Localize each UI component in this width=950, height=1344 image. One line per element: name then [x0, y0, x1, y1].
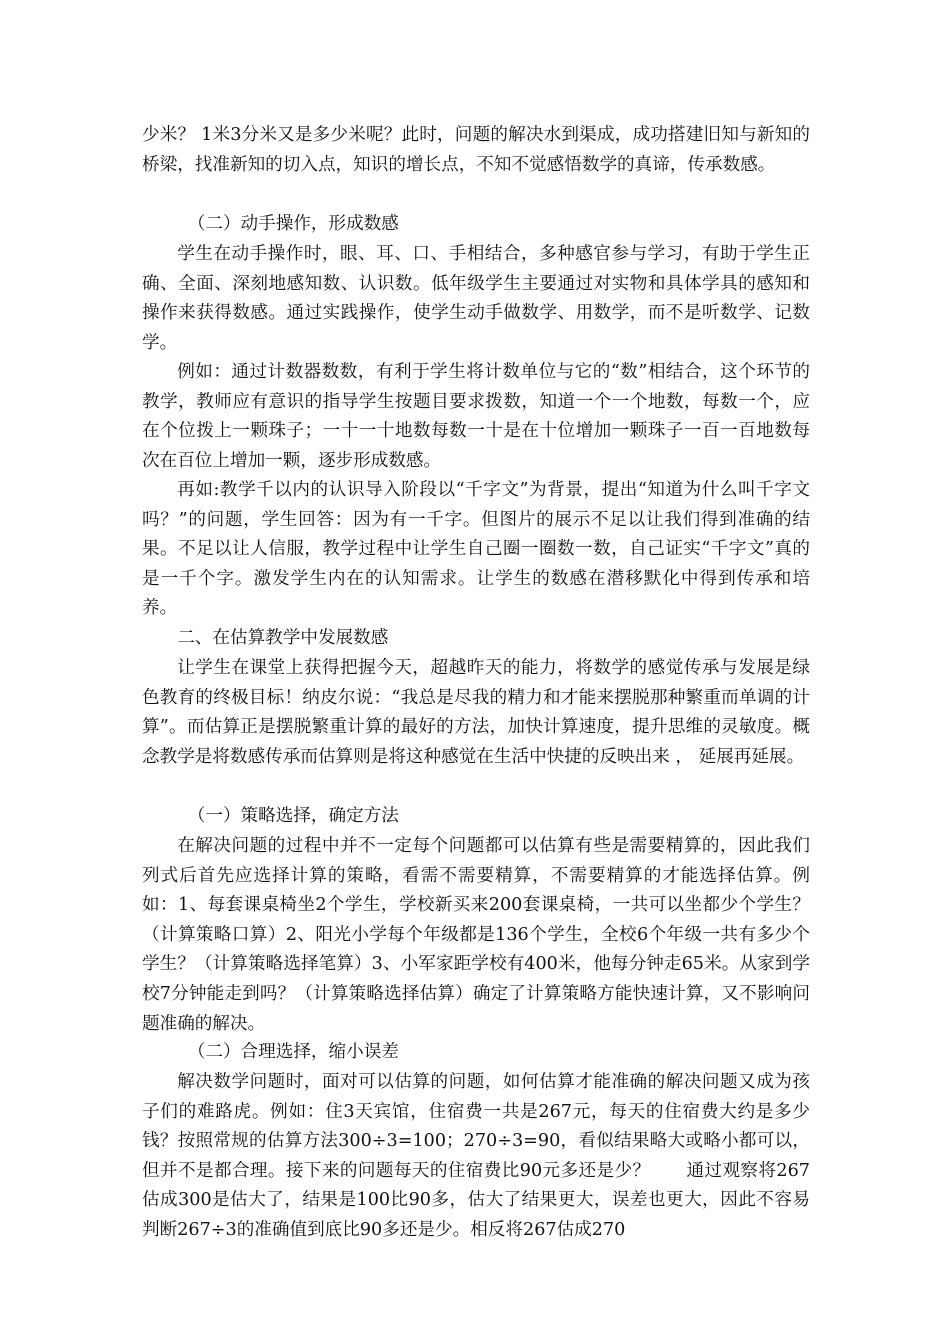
chapter-heading-estimation: 二、在估算教学中发展数感: [177, 628, 389, 648]
paragraph-reasonable-choice: 解决数学问题时，面对可以估算的问题，如何估算才能准确的解决问题又成为孩子们的难路虎。例如：住3天宾馆，住宿费一共是267元，每天的住宿费大约是多少钱？按照常规的估算方法300÷3=100；270÷3=90，看似结果略大或略小都可以，但并不是都合理。接下来的问题每天的住宿费比90元多还是少？ 通过观察将267估成300是估大了，结果是100比90多，估大了结果更大，误差也更大，因此不容易判断267÷3的准确值到底比90多还是少。相反将267估成270: [142, 1072, 810, 1240]
paragraph-hands-on: 学生在动手操作时，眼、耳、口、手相结合，多种感官参与学习，有助于学生正确、全面、深刻地感知数、认识数。低年级学生主要通过对实物和具体学具的感知和操作来获得数感。通过实践操作，使学生动手做数学、用数学，而不是听数学、记数学。: [142, 244, 810, 353]
section-heading-hands-on: （二）动手操作，形成数感: [187, 214, 399, 234]
section-heading-strategy: （一）策略选择，确定方法: [187, 806, 399, 826]
paragraph-strategy: 在解决问题的过程中并不一定每个问题都可以估算有些是需要精算的，因此我们列式后首先应选择计算的策略，看需不需要精算，不需要精算的才能选择估算。例如：1、每套课桌椅坐2个学生，学校新买来200套课桌椅，一共可以坐都少个学生？（计算策略口算）2、阳光小学每个年级都是136个学生，全校6个年级一共有多少个学生？（计算策略选择笔算）3、小军家距学校有400米，他每分钟走65米。从家到学校7分钟能走到吗？（计算策略选择估算）确定了计算策略方能快速计算，又不影响问题准确的解决。: [142, 836, 810, 1034]
paragraph-example-abacus: 例如：通过计数器数数，有利于学生将计数单位与它的“数”相结合，这个环节的教学，教师应有意识的指导学生按题目要求拨数，知道一个一个地数，每数一个，应在个位拨上一颗珠子；一十一十地数每数一十是在十位增加一颗珠子一百一百地数每次在百位上增加一颗，逐步形成数感。: [142, 362, 810, 471]
section-heading-reasonable: （二）合理选择，缩小误差: [187, 1042, 399, 1062]
paragraph-intro: 少米？ 1米3分米又是多少米呢？此时，问题的解决水到渠成，成功搭建旧知与新知的桥梁，找准新知的切入点，知识的增长点，不知不觉感悟数学的真谛，传承数感。: [142, 125, 810, 175]
paragraph-example-thousand-character: 再如:教学千以内的认识导入阶段以“千字文”为背景，提出“知道为什么叫千字文吗？”的问题，学生回答：因为有一千字。但图片的展示不足以让我们得到准确的结果。不足以让人信服，教学过程中让学生自己圈一圈数一数，自己证实“千字文”真的是一千个字。激发学生内在的认知需求。让学生的数感在潜移默化中得到传承和培养。: [142, 480, 810, 619]
paragraph-estimation: 让学生在课堂上获得把握今天，超越昨天的能力，将数学的感觉传承与发展是绿色教育的终极目标！纳皮尔说：“我总是尽我的精力和才能来摆脱那种繁重而单调的计算”。而估算正是摆脱繁重计算的最好的方法，加快计算速度，提升思维的灵敏度。概念教学是将数感传承而估算则是将这种感觉在生活中快捷的反映出来 ， 延展再延展。: [142, 658, 810, 767]
